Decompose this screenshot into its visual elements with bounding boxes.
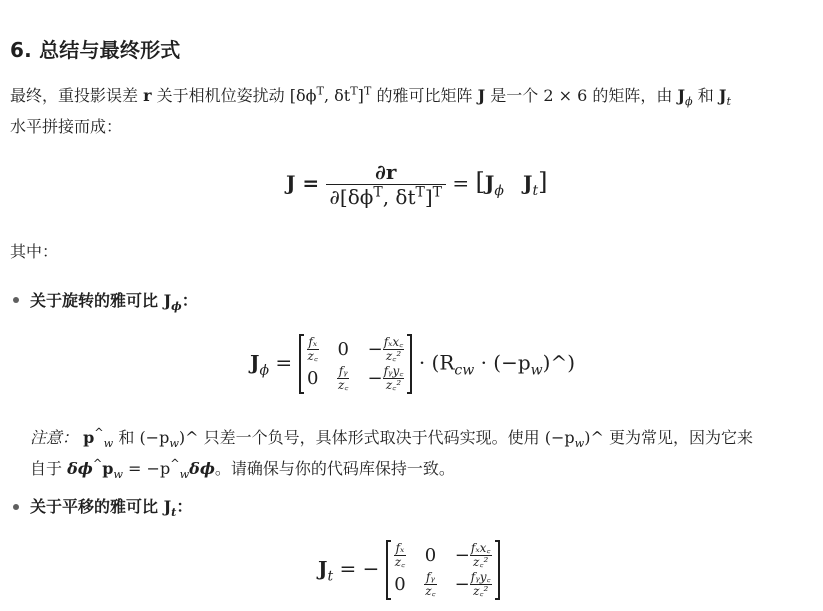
note-paragraph: 注意： $p^{\^{}}_w$ 和 $(-p_w)\^{}$ 只差一个负号，具体形式取决于代码实现。使用 $(-p_w)\^{}$ 更为常见，因为它来 自于 $\delta\phi^{\^{}}p_w = -p^{\^{}}_w\delta\phi$。请确保与你的代码库保持一致。 — [30, 426, 753, 482]
math-Jphi: J — [677, 86, 686, 105]
rotation-matrix: $\frac{\text{fₓ}}{z꜀}$ 0 − $\frac{\text{fₓx꜀}}{\text{z꜀²}}$ 0 $\frac{\text{fᵧ}}{z꜀}$ − $\frac{\text{fᵧy꜀}}{\text{z꜀²}}$ — [299, 334, 413, 394]
translation-matrix: $\frac{\text{fₓ}}{z꜀}$ 0 − $\frac{\text{fₓx꜀}}{\text{z꜀²}}$ 0 $\frac{\text{fᵧ}}{z꜀}$ − $\frac{\text{fᵧy꜀}}{\text{z꜀²}}$ — [386, 540, 500, 600]
math-J: J — [477, 86, 486, 105]
bullet-dot — [13, 504, 19, 510]
main-fraction: $\frac{\partial r}{\partial[\delta\phi^T, \delta t^T]^T}$ — [326, 160, 446, 209]
math-r: r — [143, 86, 152, 105]
bullet-rotation: 关于旋转的雅可比 $J_\phi$： — [30, 291, 198, 314]
intro-text: 的矩阵，由 — [587, 86, 678, 105]
section-title: 6. 总结与最终形式 — [10, 38, 181, 62]
intro-text: 是一个 — [485, 86, 544, 105]
main-equation: J = $\frac{\partial r}{\partial[\delta\phi^T, \delta t^T]^T}$ = [$J_\phi$ $J_t$] — [286, 160, 548, 209]
intro-text: 和 — [692, 86, 719, 105]
intro-text: 的雅可比矩阵 — [371, 86, 478, 105]
rotation-equation: $J_\phi$ = $\frac{\text{fₓ}}{z꜀}$ 0 − $\frac{\text{fₓx꜀}}{\text{z꜀²}}$ 0 $\frac{\text{fᵧ}}{z꜀}$ − $\frac{\text{fᵧy꜀}}{\text{z꜀²}}$ · ($R_{cw}$ · $(-p_w)\^{}$) — [250, 335, 576, 392]
intro-text: 水平拼接而成： — [10, 117, 123, 136]
math-dims: 2 × 6 — [543, 86, 588, 105]
bullet-translation: 关于平移的雅可比 $J_t$： — [30, 497, 193, 520]
intro-text: 关于相机位姿扰动 — [151, 86, 290, 105]
bullet-dot — [13, 297, 19, 303]
where-label: 其中： — [10, 242, 59, 261]
math-perturbation: [$\delta\phi^T$, $\delta t^T]^T$ — [289, 84, 372, 105]
intro-text: 最终，重投影误差 — [10, 86, 144, 105]
math-Jt: J — [718, 86, 727, 105]
intro-paragraph: 最终，重投影误差 r 关于相机位姿扰动 [$\delta\phi^T$, $\delta t^T]^T$ 的雅可比矩阵 J 是一个 2 × 6 的矩阵，由 $J_\phi$ 和 $J_t$ 水平拼接而成： — [10, 84, 731, 136]
translation-equation: $J_t$ = − $\frac{\text{fₓ}}{z꜀}$ 0 − $\frac{\text{fₓx꜀}}{\text{z꜀²}}$ 0 $\frac{\text{fᵧ}}{z꜀}$ − $\frac{\text{fᵧy꜀}}{\text{z꜀²}}$ — [318, 540, 500, 600]
